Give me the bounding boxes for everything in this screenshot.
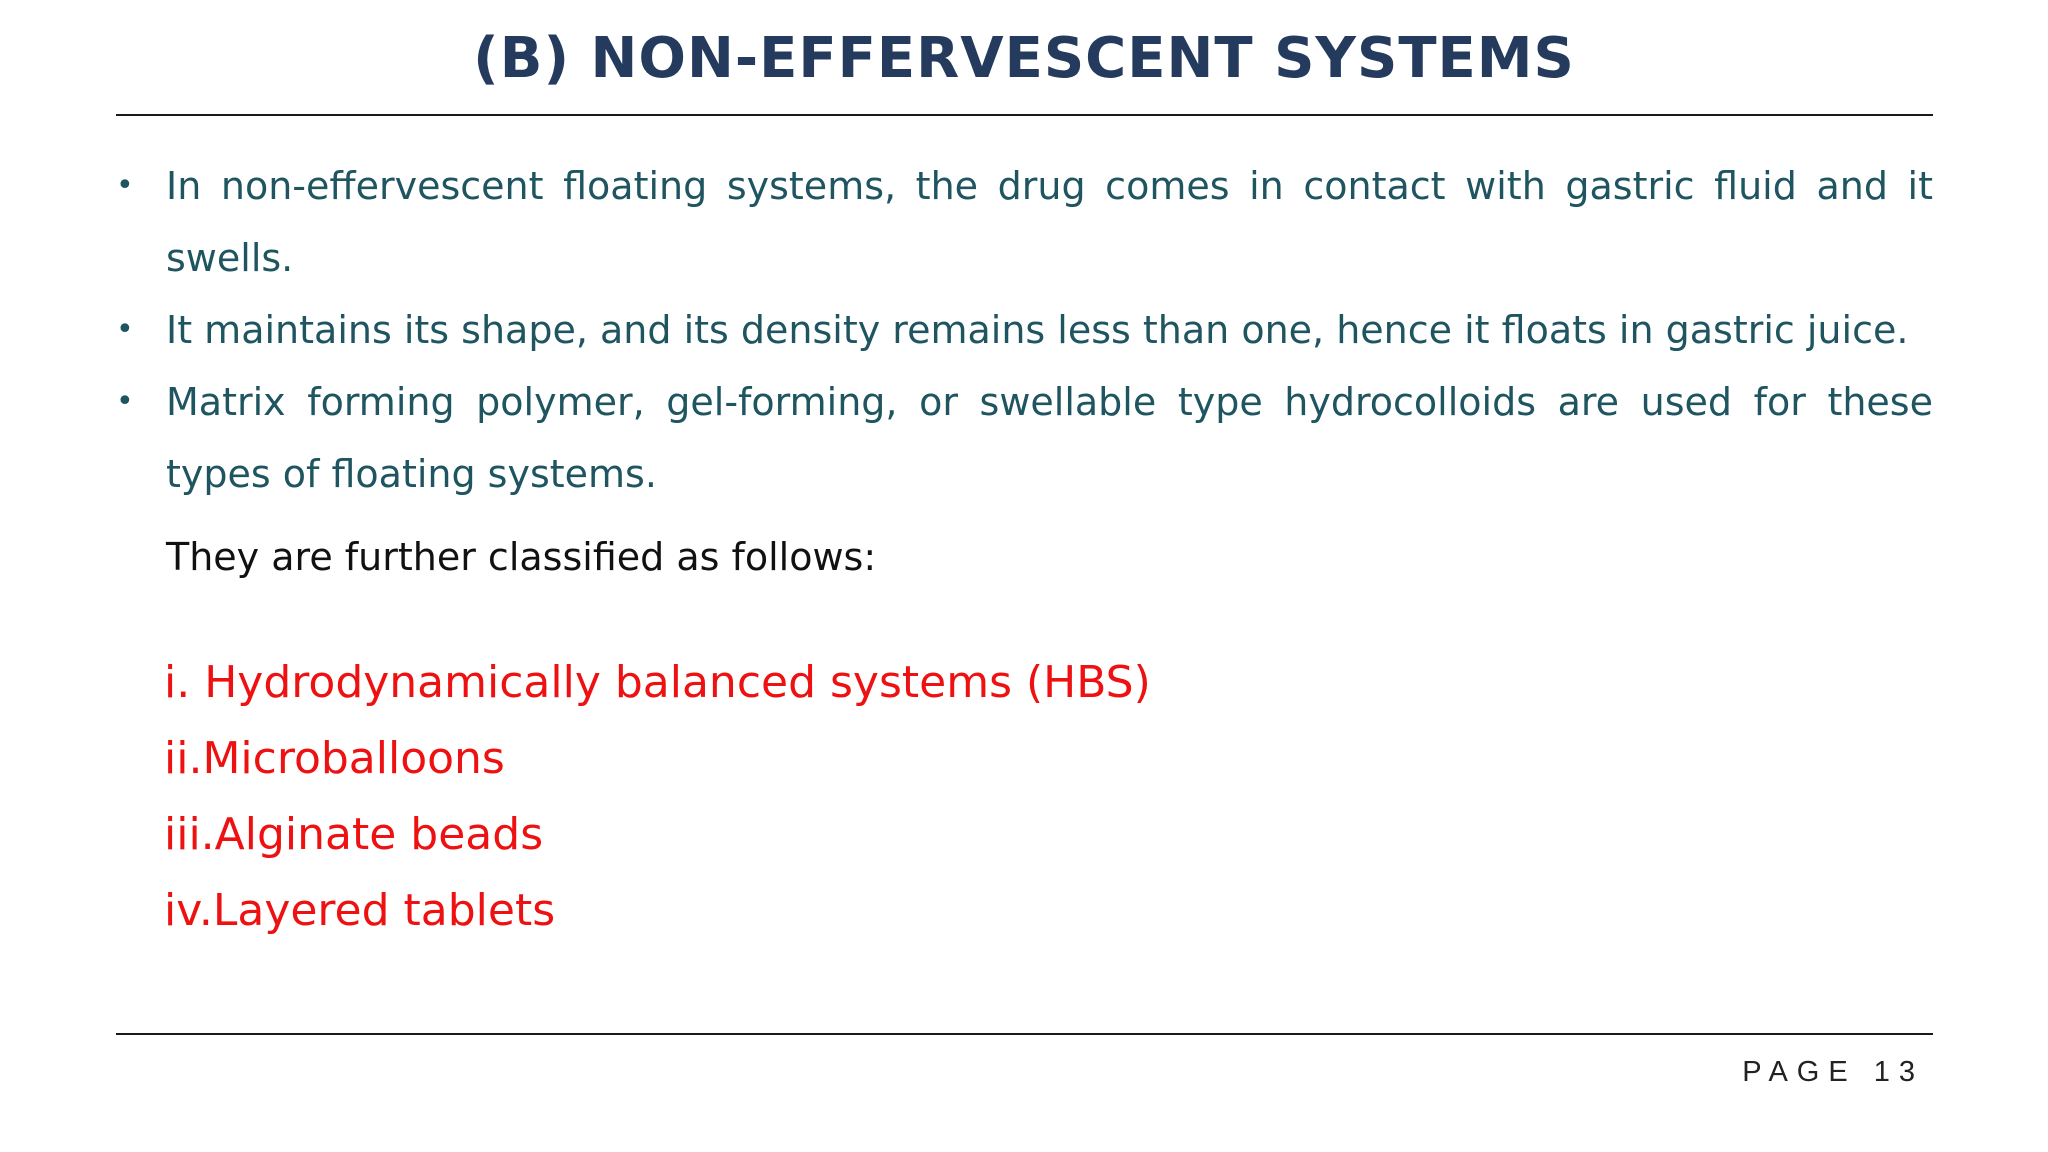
classification-item <box>164 873 1151 949</box>
bottom-divider <box>116 1033 1933 1035</box>
bullet-list <box>116 150 1933 510</box>
classification-list <box>164 645 1151 949</box>
classification-label: Microballoons <box>202 733 505 784</box>
classification-item <box>164 645 1151 721</box>
classification-item <box>164 721 1151 797</box>
classification-number: iv. <box>164 885 213 936</box>
bullet-dot-icon: • <box>116 312 134 347</box>
slide-title: (B) NON-EFFERVESCENT SYSTEMS <box>473 26 1575 91</box>
classification-intro: They are further classified as follows: <box>166 535 877 579</box>
bullet-dot-icon: • <box>116 384 134 419</box>
bullet-item <box>116 366 1933 510</box>
page-number: PAGE 13 <box>1742 1056 1924 1088</box>
classification-label: Alginate beads <box>214 809 544 860</box>
bullet-text: In non-effervescent floating systems, the drug comes in contact with gastric fluid and it swells. <box>166 164 1933 280</box>
bullet-item <box>116 150 1933 294</box>
classification-number: iii. <box>164 809 215 860</box>
top-divider <box>116 114 1933 116</box>
classification-item <box>164 797 1151 873</box>
bullet-item <box>116 294 1933 366</box>
classification-number: ii. <box>164 733 203 784</box>
bullet-dot-icon: • <box>116 168 134 203</box>
classification-number: i. <box>164 657 191 708</box>
bullet-text: It maintains its shape, and its density remains less than one, hence it floats in gastric juice. <box>166 308 1909 352</box>
classification-label: Hydrodynamically balanced systems (HBS) <box>204 657 1151 708</box>
bullet-text: Matrix forming polymer, gel-forming, or swellable type hydrocolloids are used for these types of floating systems. <box>166 380 1933 496</box>
classification-label: Layered tablets <box>212 885 556 936</box>
